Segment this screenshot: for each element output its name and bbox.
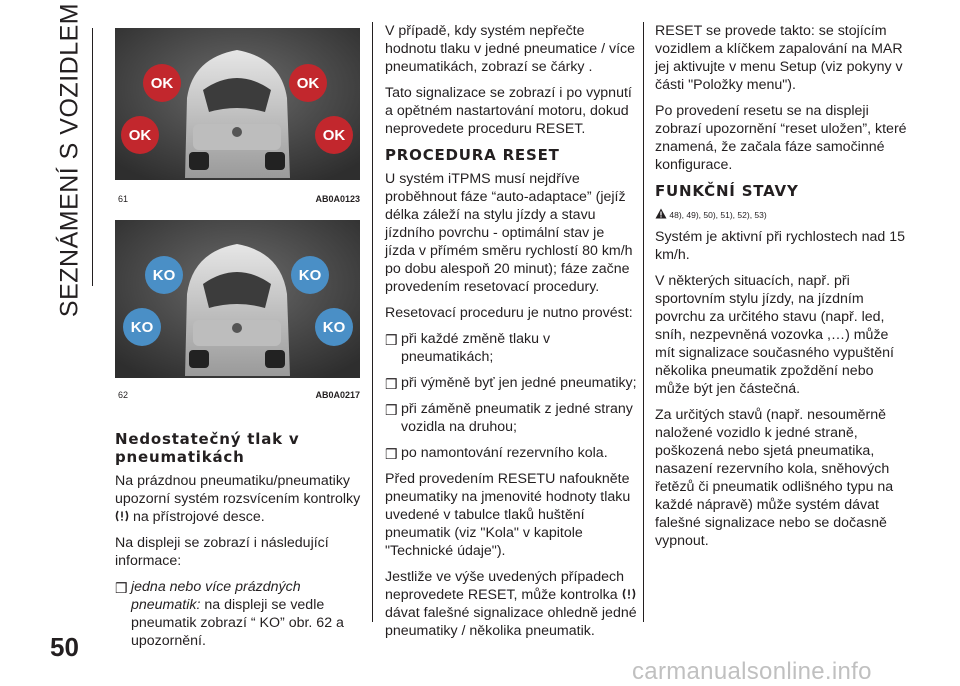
paragraph: U systém iTPMS musí nejdříve proběhnout fáze “auto-adaptace” (jejíž délka záleží na stylu jízdy a stavu jízdního povrchu - optimální stav je jízda v přímém směru rychlostí 80 km/h po dobu alespoň 20 minut); fáze začne provedením resetovací procedury. [385,171,633,295]
column-rule-2 [643,22,644,622]
warning-references: 48), 49), 50), 51), 52), 53) [655,206,910,224]
paragraph: Po provedení resetu se na displeji zobrazí upozornění “reset uložen”, které znamená, že začala fáze samočinné konfigurace. [655,103,907,173]
column-3-text [655,22,910,558]
bullet-box-icon: ❒ [385,332,398,348]
column-1-text [115,424,367,658]
badge-rear-left: KO [123,308,161,346]
tyre-pressure-warning-icon [115,509,129,523]
bullet-box-icon: ❒ [385,446,398,462]
badge-front-left: KO [145,256,183,294]
paragraph: V některých situacích, např. při sportovním stylu jízdy, na jízdním povrchu za určitého stavu (např. led, sníh, nezpevněná vozovka ,…) může mít signalizace současného vypuštění několika pneumatik zpoždění nebo může být jen částečná. [655,273,894,397]
list-item: ❒ při výměně byť jen jedné pneumatiky; [385,375,637,392]
figure-code: AB0A0217 [315,390,360,400]
section-heading-low-pressure: Nedostatečný tlak v pneumatikách [115,430,300,466]
watermark: carmanualsonline.info [632,658,872,685]
paragraph: V případě, kdy systém nepřečte hodnotu tlaku v jedné pneumatice / více pneumatikách, zobrazí se čárky . [385,23,636,75]
column-2-text [385,22,637,648]
paragraph: Na displeji se zobrazí i následující informace: [115,535,329,569]
paragraph: Systém je aktivní při rychlostech nad 15 km/h. [655,229,905,263]
figure-number: 62 [118,390,129,400]
figure-62-image [115,220,360,378]
side-rule [92,28,93,286]
figure-61-image [115,28,360,180]
tyre-pressure-warning-icon [622,587,636,601]
badge-front-right: KO [291,256,329,294]
bullet-box-icon: ❒ [385,376,398,392]
paragraph: RESET se provede takto: se stojícím vozidlem a klíčkem zapalování na MAR jej aktivujte v menu Setup (viz pokyny v části "Položky menu"). [655,23,903,93]
list-item: ❒ při každé změně tlaku v pneumatikách; [385,331,551,365]
badge-front-left: OK [143,64,181,102]
warning-triangle-icon [655,208,667,219]
figure-62-caption [118,390,360,402]
paragraph: Tato signalizace se zobrazí i po vypnutí a opětném nastartování motoru, dokud neprovedete proceduru RESET. [385,85,632,137]
paragraph: Na prázdnou pneumatiku/pneumatiky upozorní systém rozsvícením kontrolky na přístrojové desce. [115,473,361,525]
chapter-side-title: SEZNÁMENÍ S VOZIDLEM [55,2,84,318]
badge-rear-right: KO [315,308,353,346]
paragraph: Jestliže ve výše uvedených případech neprovedete RESET, může kontrolka dávat falešné signalizace ohledně jedné pneumatiky / několika pneumatik. [385,569,637,639]
bullet-box-icon: ❒ [385,402,398,418]
list-item: ❒ po namontování rezervního kola. [385,445,608,462]
car-rear-illustration [115,220,360,378]
paragraph: Resetovací proceduru je nutno provést: [385,305,633,321]
bullet-box-icon: ❒ [115,580,128,596]
badge-rear-right: OK [315,116,353,154]
section-heading-reset: PROCEDURA RESET [385,146,560,164]
page-number: 50 [50,632,79,662]
paragraph: Před provedením RESETU nafoukněte pneumatiky na jmenovité hodnoty tlaku uvedené v tabulce tlaků huštění pneumatik (viz "Kola" v kapitole "Technické údaje"). [385,471,631,559]
badge-front-right: OK [289,64,327,102]
figure-number: 61 [118,194,129,204]
section-heading-operating-states: FUNKČNÍ STAVY [655,182,799,200]
list-item: ❒ jedna nebo více prázdných pneumatik: na displeji se vedle pneumatik zobrazí “ KO” obr. 62 a upozornění. [115,579,344,649]
paragraph: Za určitých stavů (např. nesouměrně naložené vozidlo k jedné straně, poškozená nebo sjetá pneumatika, nasazení rezervního kola, sněhových řetězů či pneumatik odlišného typu na každé nápravě) může systém dávat falešné signalizace nebo se dočasně vypnout. [655,407,894,549]
badge-rear-left: OK [121,116,159,154]
column-rule-1 [372,22,373,622]
figure-61-caption [118,194,360,206]
figure-code: AB0A0123 [315,194,360,204]
list-item: ❒ při záměně pneumatik z jedné strany vozidla na druhou; [385,401,633,435]
car-rear-illustration [115,28,360,180]
